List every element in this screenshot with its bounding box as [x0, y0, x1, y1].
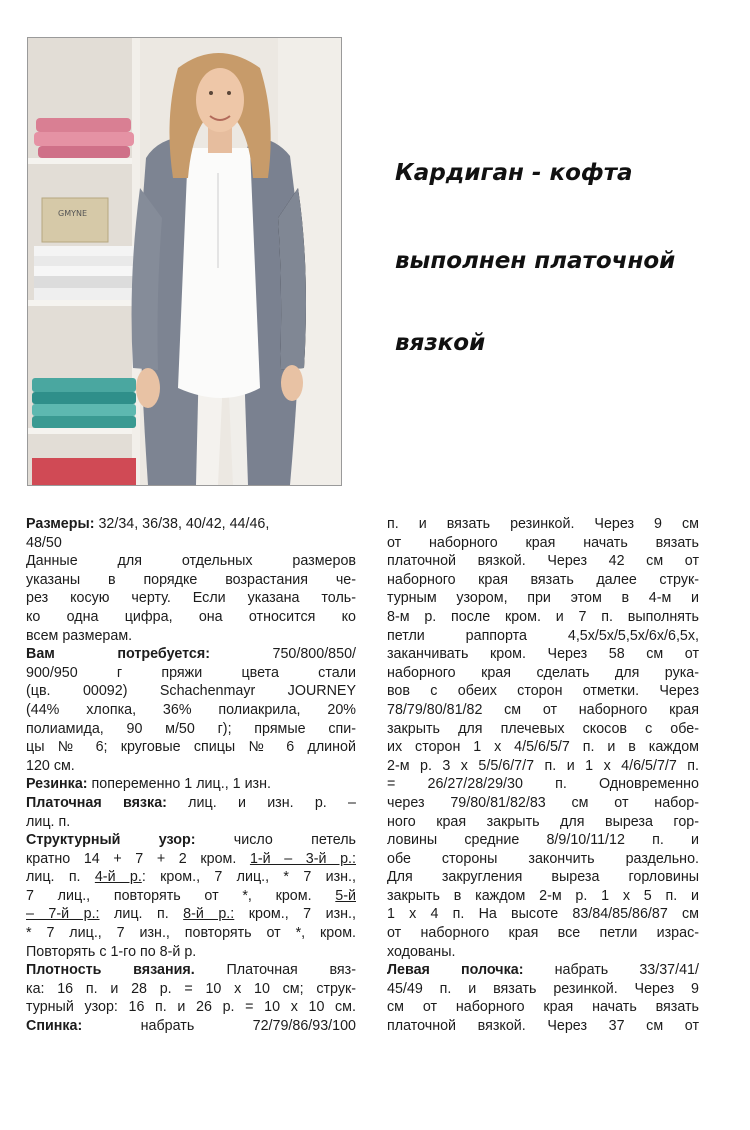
left-front-label: Левая полочка: [387, 962, 524, 979]
back-text-line: 2-м р. 3 х 5/5/6/7/7 п. и 1 х 4/6/5/7/7 п. [387, 757, 699, 774]
product-photo [27, 37, 342, 486]
back-text-line: наборного края сделать для рука- [387, 664, 699, 681]
garter-line: Платочная вязка: лиц. и изн. р. – [26, 794, 356, 811]
materials-line: (44% хлопка, 36% полиакрила, 20% [26, 701, 356, 718]
sizes-label: Размеры: [26, 516, 95, 532]
back-text-line: обе стороны закончить раздельно. [387, 850, 699, 867]
left-front-line: 45/49 п. и вязать резинкой. Через 9 [387, 980, 699, 997]
back-text-line: наборного края вязать далее струк- [387, 571, 699, 588]
density-label: Плотность вязания. [26, 962, 195, 979]
back-text-line: от наборного края все петли израс- [387, 925, 699, 942]
back-text-line: их сторон 1 х 4/5/6/5/7 п. и в каждом [387, 739, 699, 756]
back-text-line: Для закругления выреза горловины [387, 869, 699, 886]
back-text-line: ного края закрыть для выреза гор- [387, 813, 699, 830]
sizes-note-line: Данные для отдельных размеров [26, 553, 356, 570]
garter-label: Платочная вязка: [26, 794, 167, 811]
back-text-line: 8-м р. после кром. и 7 п. выполнять [387, 608, 699, 625]
back-text-line: п. и вязать резинкой. Через 9 см [387, 516, 699, 532]
materials-line: 900/950 г пряжи цвета стали [26, 664, 356, 681]
rib-label: Резинка: [26, 776, 88, 793]
materials-line: цы № 6; круговые спицы № 6 длиной [26, 739, 356, 756]
materials-line: полиамида, 90 м/50 г); прямые спи- [26, 720, 356, 737]
materials-label: Вам потребуется: [26, 646, 210, 663]
back-text-line: 78/79/80/81/82 см от наборного края [387, 701, 699, 718]
garter-line-2: лиц. п. [26, 813, 71, 830]
structure-line: Структурный узор: число петель [26, 832, 356, 849]
back-text-line: турным узором, при этом в 4-м и [387, 590, 699, 607]
sizes-note-line: всем размерам. [26, 627, 133, 644]
title-line-2: выполнен платочной [395, 248, 676, 274]
structure-label: Структурный узор: [26, 832, 196, 849]
instructions-left-column [26, 515, 356, 1036]
materials-line: 120 см. [26, 757, 75, 774]
box-label: GMYNE [58, 209, 88, 218]
density-line: Плотность вязания. Платочная вяз- [26, 962, 356, 979]
title-line-3: вязкой [395, 330, 486, 356]
back-text-line: 1 х 4 п. На высоте 83/84/85/86/87 см [387, 906, 699, 923]
model-illustration [28, 38, 341, 485]
back-text-line: от наборного края начать вязать [387, 534, 699, 551]
title-line-1: Кардиган - кофта [395, 160, 633, 186]
left-front-line: Левая полочка: набрать 33/37/41/ [387, 962, 699, 979]
instructions-right-column [387, 515, 699, 1036]
sizes-note-line: ко одна цифра, она относится ко [26, 608, 356, 625]
materials-line: Вам потребуется: 750/800/850/ [26, 646, 357, 663]
density-line: ка: 16 п. и 28 р. = 10 х 10 см; струк- [26, 980, 356, 997]
sizes-values: 32/34, 36/38, 40/42, 44/46, [94, 516, 270, 532]
pattern-title [395, 160, 740, 356]
density-line: турный узор: 16 п. и 26 р. = 10 х 10 см. [26, 999, 356, 1016]
back-label: Спинка: [26, 1018, 83, 1035]
structure-line: лиц. п. 4-й р.: кром., 7 лиц., * 7 изн., [26, 869, 356, 886]
left-front-line: см от наборного края начать вязать [387, 999, 699, 1016]
back-text-line: ходованы. [387, 943, 456, 960]
sizes-line [26, 515, 356, 534]
sizes-note-line: рез косую черту. Если указана толь- [26, 590, 356, 607]
structure-line: кратно 14 + 7 + 2 кром. 1-й – 3-й р.: [26, 850, 356, 867]
back-text-line: платочной вязкой. Через 42 см от [387, 553, 699, 570]
back-text-line: закрыть для плечевых скосов с обе- [387, 720, 699, 737]
rib-line: Резинка: попеременно 1 лиц., 1 изн. [26, 776, 271, 793]
back-text-line: петли раппорта 4,5х/5х/5,5х/6х/6,5х, [387, 627, 699, 644]
structure-line: * 7 лиц., 7 изн., повторять от *, кром. [26, 925, 356, 942]
back-line: Спинка: набрать 72/79/86/93/100 [26, 1018, 356, 1035]
structure-line: 7 лиц., повторять от *, кром. 5-й [26, 887, 356, 904]
structure-line: – 7-й р.: лиц. п. 8-й р.: кром., 7 изн., [26, 906, 356, 923]
back-text-line: вов с обеих сторон отметки. Через [387, 683, 699, 700]
left-front-line: платочной вязкой. Через 37 см от [387, 1018, 699, 1035]
sizes-note-line: указаны в порядке возрастания че- [26, 571, 356, 588]
back-text-line: = 26/27/28/29/30 п. Одновременно [387, 776, 699, 793]
structure-line: Повторять с 1-го по 8-й р. [26, 943, 197, 960]
back-text-line: ловины средние 8/9/10/11/12 п. и [387, 832, 699, 849]
materials-line: (цв. 00092) Schachenmayr JOURNEY [26, 683, 356, 700]
sizes-line-2: 48/50 [26, 534, 62, 551]
back-text-line: через 79/80/81/82/83 см от набор- [387, 794, 699, 811]
back-text-line: закрыть в каждом 2-м р. 1 х 5 п. и [387, 887, 699, 904]
back-text-line: заканчивать кром. Через 58 см от [387, 646, 699, 663]
